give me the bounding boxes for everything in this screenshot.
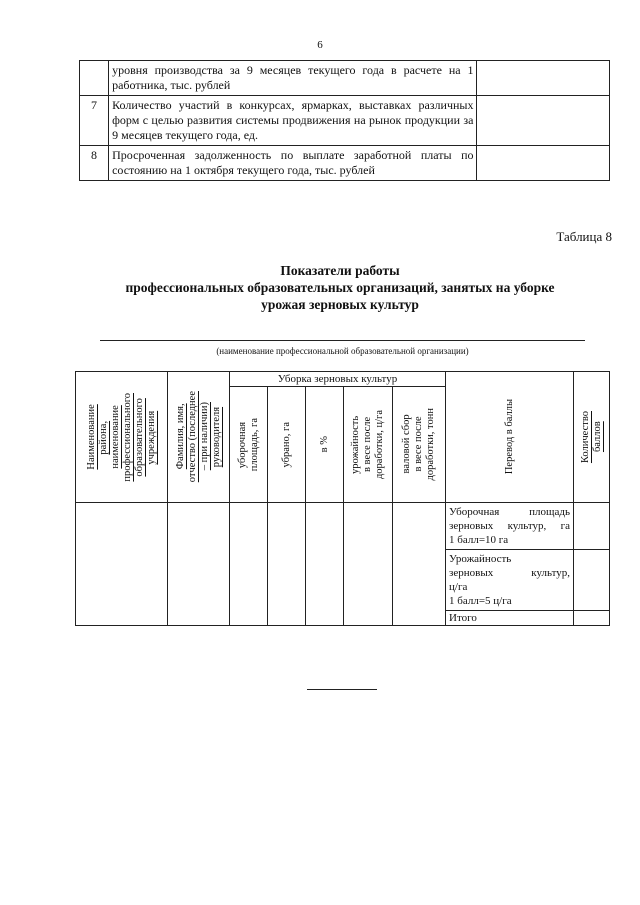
score-rule-area	[446, 503, 574, 550]
table-row	[76, 503, 610, 550]
table-caption: Таблица 8	[556, 229, 612, 244]
page-number: 6	[317, 39, 323, 51]
row-text: уровня производства за 9 месяцев текущего года в расчете на 1 работника, тыс. рублей	[109, 61, 477, 96]
row-number: 7	[80, 96, 109, 146]
score-value-cell	[574, 550, 610, 611]
table-title	[60, 262, 620, 313]
data-cell	[306, 503, 344, 626]
total-label: Итого	[446, 611, 574, 626]
header-score-conversion	[446, 372, 574, 503]
table-row	[80, 96, 610, 146]
header-label: в %	[318, 436, 330, 453]
data-cell	[76, 503, 168, 626]
continuation-table	[79, 60, 610, 181]
total-value-cell	[574, 611, 610, 626]
header-gross-harvest	[393, 387, 446, 503]
header-label: уборочная площадь, га	[236, 417, 260, 472]
score-line: зерновых культур, га	[449, 520, 571, 532]
end-separator-line	[307, 689, 377, 690]
row-value	[477, 61, 610, 96]
title-line: урожая зерновых культур	[261, 297, 419, 312]
header-director	[168, 372, 230, 503]
indicators-table	[75, 371, 610, 626]
score-value-cell	[574, 503, 610, 550]
score-line: зерновых культур,	[449, 567, 571, 579]
header-harvest-area	[230, 387, 268, 503]
header-harvest-group: Уборка зерновых культур	[230, 372, 446, 387]
header-harvested	[268, 387, 306, 503]
data-cell	[268, 503, 306, 626]
org-name-blank-line	[100, 340, 585, 341]
header-label: Количество баллов	[579, 410, 603, 464]
header-label: Фамилия, имя, отчество (последнее – при наличии) руководителя	[174, 391, 222, 483]
header-label: Наименование района, наименование профессионального образовательного учреждения	[85, 392, 157, 482]
table-row	[80, 146, 610, 181]
title-line: Показатели работы	[280, 263, 400, 278]
score-line: 1 балл=5 ц/га	[449, 595, 512, 607]
score-line: Уборочная площадь	[449, 506, 571, 518]
org-name-caption: (наименование профессиональной образовательной организации)	[216, 346, 469, 356]
row-value	[477, 146, 610, 181]
header-yield	[344, 387, 393, 503]
header-label: Перевод в баллы	[503, 399, 515, 475]
row-number: 8	[80, 146, 109, 181]
header-label: валовой сбор в весе после доработки, тонн	[401, 408, 436, 481]
title-line: профессиональных образовательных организаций, занятых на уборке	[125, 280, 555, 295]
score-line: ц/га	[449, 581, 468, 593]
score-line: 1 балл=10 га	[449, 534, 509, 546]
data-cell	[344, 503, 393, 626]
score-line: Урожайность	[449, 553, 512, 565]
data-cell	[168, 503, 230, 626]
data-cell	[230, 503, 268, 626]
header-label: убрано, га	[280, 421, 292, 468]
row-number	[80, 61, 109, 96]
data-cell	[393, 503, 446, 626]
row-value	[477, 96, 610, 146]
table-row	[80, 61, 610, 96]
row-text: Количество участий в конкурсах, ярмарках, выставках различных форм с целью развития системы продвижения на рынок продукции за 9 месяцев текущего года, ед.	[109, 96, 477, 146]
header-score-count	[574, 372, 610, 503]
header-district-org	[76, 372, 168, 503]
header-percent	[306, 387, 344, 503]
score-rule-yield	[446, 550, 574, 611]
header-row	[76, 372, 610, 387]
row-text: Просроченная задолженность по выплате заработной платы по состоянию на 1 октября текущего года, тыс. рублей	[109, 146, 477, 181]
header-label: урожайность в весе после доработки, ц/га	[350, 410, 385, 480]
